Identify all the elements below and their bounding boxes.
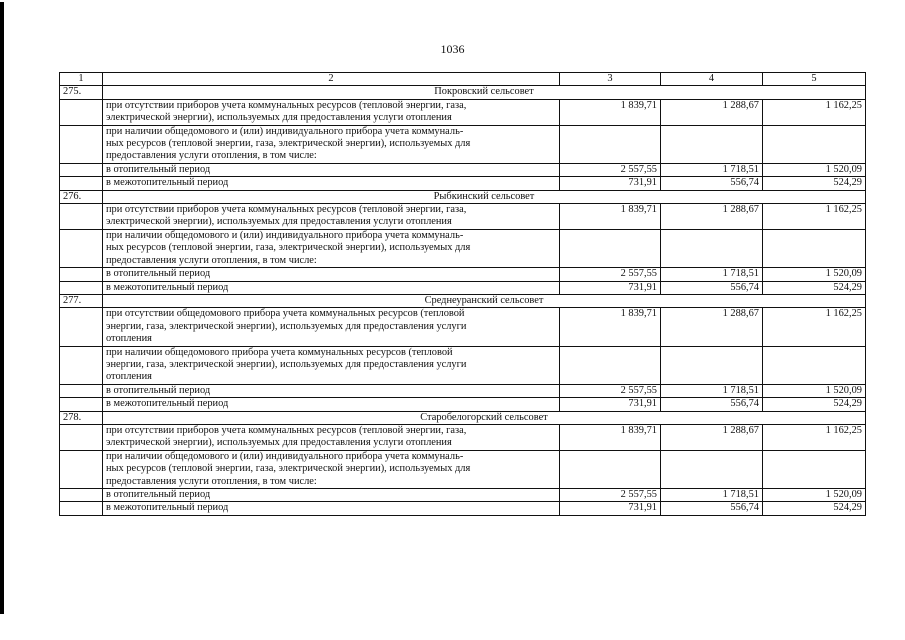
row-index-cell [60,281,103,294]
table-row [60,125,866,163]
value-col-5: 1 162,25 [763,99,866,125]
description-line: в отопительный период [106,489,211,500]
value-col-4 [661,125,763,163]
value-col-3: 731,91 [560,398,661,411]
table-row [60,384,866,397]
row-description [103,308,560,346]
description-line: в отопительный период [106,163,211,175]
value-col-4: 556,74 [661,177,763,190]
description-line: при отсутствии приборов учета коммунальных ресурсов (тепловой энергии, газа, [106,424,467,436]
description-line: предоставления услуги отопления, в том числе: [106,475,317,487]
section-index: 278. [60,411,103,424]
row-index-cell [60,502,103,515]
description-line: при наличии общедомового и (или) индивидуального прибора учета коммуналь- [106,125,464,137]
value-col-3: 1 839,71 [560,308,661,346]
row-description [103,163,560,176]
row-description [103,125,560,163]
table-row [60,308,866,346]
value-col-4: 1 288,67 [661,424,763,450]
value-col-3: 1 839,71 [560,204,661,230]
value-col-5: 1 520,09 [763,163,866,176]
row-description [103,346,560,384]
description-line: при наличии общедомового прибора учета коммунальных ресурсов (тепловой [106,346,453,358]
value-col-4: 1 718,51 [661,268,763,281]
value-col-5 [763,450,866,488]
column-header-2: 2 [103,73,560,86]
value-col-5: 1 162,25 [763,204,866,230]
value-col-4 [661,346,763,384]
value-col-5 [763,125,866,163]
table-row [60,204,866,230]
table-row [60,346,866,384]
value-col-5 [763,229,866,267]
description-line: при отсутствии общедомового прибора учета коммунальных ресурсов (тепловой [106,308,465,320]
value-col-5: 1 162,25 [763,308,866,346]
description-line: предоставления услуги отопления, в том числе: [106,254,317,266]
section-index: 275. [60,86,103,99]
column-header-3: 3 [560,73,661,86]
row-description [103,99,560,125]
description-line: энергии, газа, электрической энергии), используемых для предоставления услуги [106,358,467,370]
value-col-5: 524,29 [763,398,866,411]
section-name: Покровский сельсовет [103,86,866,99]
row-description [103,204,560,230]
row-index-cell [60,125,103,163]
description-line: предоставления услуги отопления, в том числе: [106,150,317,162]
table-row [60,424,866,450]
table-row [60,268,866,281]
value-col-4: 1 288,67 [661,204,763,230]
row-description [103,489,560,502]
value-col-5 [763,346,866,384]
section-header-row [60,190,866,203]
value-col-4: 1 288,67 [661,99,763,125]
description-line: в межотопительный период [106,398,229,410]
table-row [60,163,866,176]
row-description [103,398,560,411]
section-name: Среднеуранский сельсовет [103,294,866,307]
row-index-cell [60,163,103,176]
row-description [103,384,560,397]
description-line: при наличии общедомового и (или) индивидуального прибора учета коммуналь- [106,229,464,241]
column-header-5: 5 [763,73,866,86]
value-col-3: 2 557,55 [560,384,661,397]
table-row [60,398,866,411]
description-line: в межотопительный период [106,177,229,189]
value-col-3: 2 557,55 [560,489,661,502]
value-col-4: 556,74 [661,281,763,294]
value-col-4: 1 718,51 [661,163,763,176]
description-line: электрической энергии), используемых для предоставления услуги отопления [106,437,452,449]
value-col-4: 556,74 [661,398,763,411]
section-header-row [60,86,866,99]
row-index-cell [60,346,103,384]
row-description [103,424,560,450]
row-description [103,450,560,488]
column-header-4: 4 [661,73,763,86]
row-index-cell [60,268,103,281]
value-col-3: 731,91 [560,281,661,294]
value-col-3: 1 839,71 [560,424,661,450]
value-col-4 [661,229,763,267]
table-row [60,99,866,125]
value-col-4: 1 288,67 [661,308,763,346]
value-col-5: 1 520,09 [763,384,866,397]
section-index: 277. [60,294,103,307]
value-col-3: 731,91 [560,502,661,515]
row-index-cell [60,398,103,411]
description-line: в межотопительный период [106,281,229,293]
table-row [60,177,866,190]
row-description [103,268,560,281]
description-line: электрической энергии), используемых для предоставления услуги отопления [106,112,452,124]
description-line: энергии, газа, электрической энергии), используемых для предоставления услуги [106,320,467,332]
row-index-cell [60,177,103,190]
table-row [60,281,866,294]
value-col-5: 524,29 [763,281,866,294]
description-line: при наличии общедомового и (или) индивидуального прибора учета коммуналь- [106,450,464,462]
row-index-cell [60,204,103,230]
description-line: электрической энергии), используемых для предоставления услуги отопления [106,216,452,228]
row-index-cell [60,308,103,346]
row-index-cell [60,489,103,502]
section-index: 276. [60,190,103,203]
value-col-3 [560,346,661,384]
description-line: отопления [106,371,152,383]
column-header-row [60,73,866,86]
row-description [103,502,560,515]
description-line: в межотопительный период [106,502,229,514]
value-col-4: 1 718,51 [661,489,763,502]
description-line: в отопительный период [106,384,211,396]
value-col-4 [661,450,763,488]
tariff-table-body [60,73,866,516]
row-index-cell [60,384,103,397]
value-col-3: 2 557,55 [560,268,661,281]
section-name: Старобелогорский сельсовет [103,411,866,424]
row-index-cell [60,450,103,488]
page-number: 1036 [440,42,465,56]
row-index-cell [60,424,103,450]
column-header-1: 1 [60,73,103,86]
row-description [103,281,560,294]
value-col-5: 524,29 [763,502,866,515]
value-col-4: 1 718,51 [661,384,763,397]
section-name: Рыбкинский сельсовет [103,190,866,203]
table-row [60,489,866,502]
value-col-4: 556,74 [661,502,763,515]
description-line: ных ресурсов (тепловой энергии, газа, электрической энергии), используемых для [106,463,471,475]
value-col-3 [560,229,661,267]
description-line: ных ресурсов (тепловой энергии, газа, электрической энергии), используемых для [106,242,471,254]
description-line: при отсутствии приборов учета коммунальных ресурсов (тепловой энергии, газа, [106,99,467,111]
description-line: в отопительный период [106,268,211,280]
scan-edge-bar [0,2,4,614]
description-line: при отсутствии приборов учета коммунальных ресурсов (тепловой энергии, газа, [106,204,467,216]
row-description [103,177,560,190]
value-col-3: 731,91 [560,177,661,190]
value-col-3 [560,450,661,488]
row-index-cell [60,229,103,267]
table-row [60,450,866,488]
section-header-row [60,294,866,307]
value-col-5: 524,29 [763,177,866,190]
value-col-5: 1 520,09 [763,489,866,502]
description-line: отопления [106,333,152,345]
value-col-3: 2 557,55 [560,163,661,176]
value-col-3: 1 839,71 [560,99,661,125]
tariff-table [59,72,866,516]
section-header-row [60,411,866,424]
table-row [60,229,866,267]
table-row [60,502,866,515]
row-index-cell [60,99,103,125]
value-col-3 [560,125,661,163]
row-description [103,229,560,267]
value-col-5: 1 162,25 [763,424,866,450]
description-line: ных ресурсов (тепловой энергии, газа, электрической энергии), используемых для [106,138,471,150]
value-col-5: 1 520,09 [763,268,866,281]
